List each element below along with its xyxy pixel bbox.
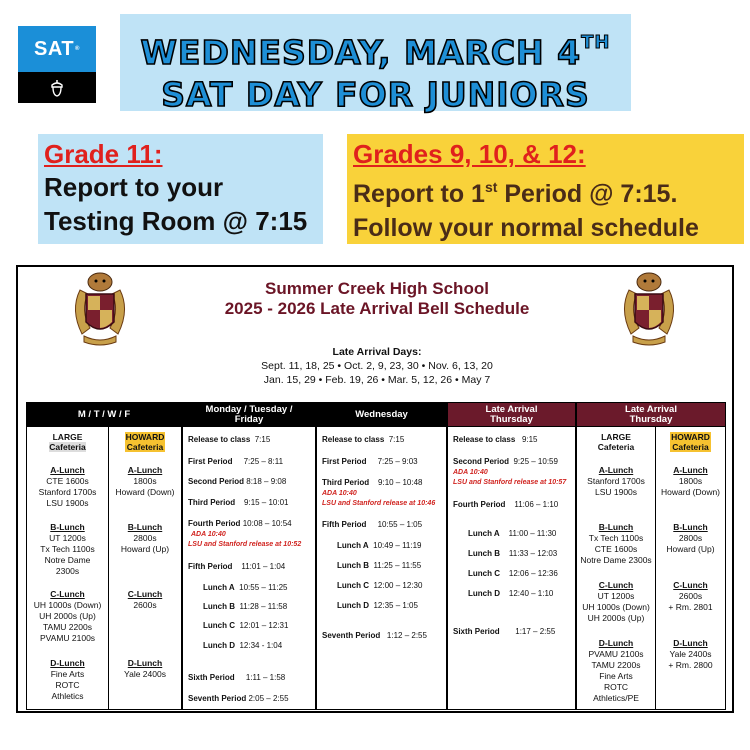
d-lunch-large: D-Lunch Fine Arts ROTC Athletics [50,658,85,701]
thu-header: Late Arrival Thursday [448,403,575,427]
event-banner [120,14,631,114]
large-cafeteria-label: LARGE Cafeteria [49,432,86,452]
late-days-line1: Sept. 11, 18, 25 • Oct. 2, 9, 23, 30 • Nov. 6, 13, 20 [261,360,493,372]
mtf-lunch-b-row: Lunch B 11:28 – 11:58 [203,602,288,611]
wed-period5-row: Fifth Period 10:55 – 1:05 [322,520,423,529]
mon-tue-fri-column [182,402,316,710]
thursday-lunch-column [576,402,726,710]
wed-lunch-d-row: Lunch D 12:35 – 1:05 [337,601,418,610]
wed-lunch-b-row: Lunch B 11:25 – 11:55 [337,561,422,570]
mtf-lunch-d-row: Lunch D 12:34 - 1:04 [203,641,283,650]
thu-a-lunch-large: A-Lunch Stanford 1700s LSU 1900s [587,465,645,497]
mtf-ada-row: ADA 10:40 [191,531,226,538]
thu-lunch-b-row: Lunch B 11:33 – 12:03 [468,549,558,558]
thu-lunch-d-row: Lunch D 12:40 – 1:10 [468,589,554,598]
other-grades-heading: Grades 9, 10, & 12: [353,139,586,169]
grade11-line1: Report to your [44,172,224,202]
wed-ada-row: ADA 10:40 [322,490,357,497]
thu-c-lunch-large: C-Lunch UT 1200s UH 1000s (Down) UH 2000s (Up) [582,580,650,623]
mtf-release-row: Release to class 7:15 [188,435,271,444]
mtf-period6-row: Sixth Period 1:11 – 1:58 [188,673,286,682]
c-lunch-howard: C-Lunch 2600s [127,589,163,610]
wed-lunch-c-row: Lunch C 12:00 – 12:30 [337,581,423,590]
late-arrival-days [138,345,616,387]
mtwf-lunch-column [26,402,182,710]
mtf-lunch-a-row: Lunch A 10:55 – 11:25 [203,583,288,592]
wed-release-note: LSU and Stanford release at 10:46 [322,500,436,507]
school-name: Summer Creek High School [265,279,489,298]
a-lunch-howard: A-Lunch 1800s Howard (Down) [115,465,175,497]
thu-b-lunch-howard: B-Lunch 2800s Howard (Up) [666,522,715,554]
a-lunch-large: A-Lunch CTE 1600s Stanford 1700s LSU 1900s [38,465,97,508]
grade11-line2: Testing Room @ 7:15 [44,206,308,236]
sat-logo [18,26,96,103]
registered-mark: ® [75,46,80,52]
thu-a-lunch-howard: A-Lunch 1800s Howard (Down) [660,465,721,497]
b-lunch-howard: B-Lunch 2800s Howard (Up) [120,522,170,554]
schedule-title [138,279,616,319]
wed-release-row: Release to class 7:15 [322,435,405,444]
wednesday-column [316,402,447,710]
thu-c-lunch-howard: C-Lunch 2600s + Rm. 2801 [668,580,713,612]
wed-header: Wednesday [317,403,446,427]
banner-title: SAT DAY FOR JUNIORS [161,75,590,114]
mtf-release-note: LSU and Stanford release at 10:52 [188,541,302,548]
late-days-line2: Jan. 15, 29 • Feb. 19, 26 • Mar. 5, 12, 26 • May 7 [263,374,491,386]
c-lunch-large: C-Lunch UH 1000s (Down) UH 2000s (Up) TAMU 2200s PVAMU 2100s [33,589,102,643]
thu-d-lunch-large: D-Lunch PVAMU 2100s TAMU 2200s Fine Arts ROTC Athletics/PE [588,638,644,703]
mtf-period3-row: Third Period 9:15 – 10:01 [188,498,289,507]
mtf-period1-row: First Period 7:25 – 8:11 [188,457,284,466]
thu-lunch-a-row: Lunch A 11:00 – 11:30 [468,529,557,538]
thu-b-lunch-large: B-Lunch Tx Tech 1100s CTE 1600s Notre Dame 2300s [580,522,652,565]
banner-date: WEDNESDAY, MARCH 4TH [140,32,611,72]
acorn-icon [50,79,64,97]
large-cafeteria-label: LARGE Cafeteria [597,432,635,452]
thu-release-row: Release to class 9:15 [453,435,538,444]
thu-lunch-c-row: Lunch C 12:06 – 12:36 [468,569,558,578]
other-grades-notice [347,134,744,244]
thu-period2-row: Second Period 9:25 – 10:59 [453,457,558,466]
b-lunch-large: B-Lunch UT 1200s Tx Tech 1100s Notre Dame 2300s [40,522,95,576]
howard-cafeteria-label: HOWARD Cafeteria [671,432,710,452]
school-crest-icon [66,270,134,350]
other-grades-line1: Report to 1st Period @ 7:15. [353,179,678,208]
thu-lunch-header: Late Arrival Thursday [577,403,725,427]
thu-release-note: LSU and Stanford release at 10:57 [453,479,567,486]
school-crest-icon [615,270,683,350]
sat-logo-text: SAT [34,37,75,60]
wed-period1-row: First Period 7:25 – 9:03 [322,457,418,466]
thu-ada-row: ADA 10:40 [453,469,488,476]
wed-period3-row: Third Period 9:10 – 10:48 [322,478,423,487]
grade11-heading: Grade 11: [44,139,163,169]
mtwf-header: M / T / W / F [27,403,181,427]
mtf-header: Monday / Tuesday / Friday [183,403,315,427]
late-arrival-thursday-column [447,402,576,710]
mtf-period7-row: Seventh Period 2:05 – 2:55 [188,694,289,703]
howard-cafeteria-label: HOWARD Cafeteria [125,432,165,452]
thu-d-lunch-howard: D-Lunch Yale 2400s + Rm. 2800 [668,638,713,670]
other-grades-line2: Follow your normal schedule [353,214,699,242]
mtf-period4-row: Fourth Period 10:08 – 10:54 [188,519,292,528]
wed-period7-row: Seventh Period 1:12 – 2:55 [322,631,427,640]
schedule-year-title: 2025 - 2026 Late Arrival Bell Schedule [224,299,530,318]
thu-period4-row: Fourth Period 11:06 – 1:10 [453,500,559,509]
bell-schedule [16,265,734,713]
wed-lunch-a-row: Lunch A 10:49 – 11:19 [337,541,422,550]
grade11-notice [38,134,323,244]
mtf-lunch-c-row: Lunch C 12:01 – 12:31 [203,621,289,630]
mtf-period5-row: Fifth Period 11:01 – 1:04 [188,562,286,571]
mtf-period2-row: Second Period 8:18 – 9:08 [188,477,287,486]
d-lunch-howard: D-Lunch Yale 2400s [124,658,166,679]
thu-period6-row: Sixth Period 1:17 – 2:55 [453,627,556,636]
late-days-title: Late Arrival Days: [332,346,422,358]
